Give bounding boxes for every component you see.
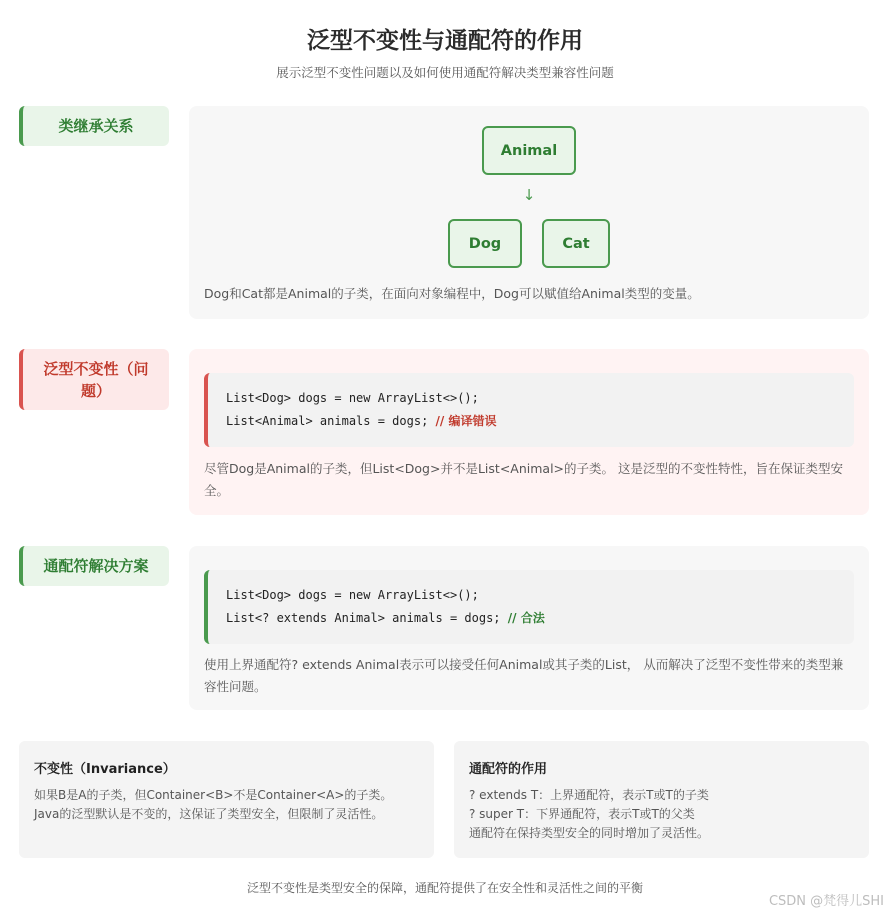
wildcard-description: 使用上界通配符? extends Animal表示可以接受任何Animal或其子类的List， 从而解决了泛型不变性带来的类型兼容性问题。 [204, 657, 844, 694]
node-animal: Animal [482, 126, 576, 175]
section-label-wildcard: 通配符解决方案 [19, 546, 169, 586]
inheritance-panel [189, 106, 869, 319]
arrow-down-icon: ↓ [522, 186, 536, 204]
wildcard-code-block [204, 570, 854, 644]
code-line [226, 607, 854, 630]
invariance-panel [189, 349, 869, 515]
section-label-inheritance: 类继承关系 [19, 106, 169, 146]
info-card-title: 通配符的作用 [469, 762, 548, 777]
info-card-line: 通配符在保持类型安全的同时增加了灵活性。 [469, 826, 710, 840]
code-line: List<Dog> dogs = new ArrayList<>(); [226, 588, 479, 602]
node-dog: Dog [448, 219, 522, 268]
code-text: List<? extends Animal> animals = dogs; [226, 611, 508, 625]
wildcard-info-card [454, 741, 869, 858]
inheritance-description: Dog和Cat都是Animal的子类，在面向对象编程中，Dog可以赋值给Animal类型的变量。 [204, 286, 700, 301]
section-label-invariance: 泛型不变性（问题） [19, 349, 169, 410]
footer-note: 泛型不变性是类型安全的保障，通配符提供了在安全性和灵活性之间的平衡 [246, 881, 643, 895]
code-line [226, 410, 854, 433]
code-comment-error: // 编译错误 [435, 414, 497, 428]
info-card-line: Java的泛型默认是不变的，这保证了类型安全，但限制了灵活性。 [34, 807, 384, 821]
code-text: List<Animal> animals = dogs; [226, 414, 436, 428]
page-subtitle: 展示泛型不变性问题以及如何使用通配符解决类型兼容性问题 [276, 65, 614, 80]
code-comment-valid: // 合法 [507, 611, 545, 625]
page-title: 泛型不变性与通配符的作用 [307, 28, 583, 54]
code-line: List<Dog> dogs = new ArrayList<>(); [226, 391, 479, 405]
info-card-title: 不变性（Invariance） [34, 762, 176, 777]
invariance-code-block [204, 373, 854, 447]
invariance-description: 尽管Dog是Animal的子类，但List<Dog>并不是List<Animal>的子类。 这是泛型的不变性特性，旨在保证类型安全。 [204, 461, 843, 498]
node-cat: Cat [542, 219, 610, 268]
wildcard-panel [189, 546, 869, 710]
info-card-line: ? super T：下界通配符，表示T或T的父类 [469, 807, 695, 821]
watermark: CSDN @梵得儿SHI [768, 894, 884, 909]
info-card-line: 如果B是A的子类，但Container<B>不是Container<A>的子类。 [34, 788, 393, 802]
info-card-line: ? extends T：上界通配符，表示T或T的子类 [469, 788, 709, 802]
invariance-info-card [19, 741, 434, 858]
